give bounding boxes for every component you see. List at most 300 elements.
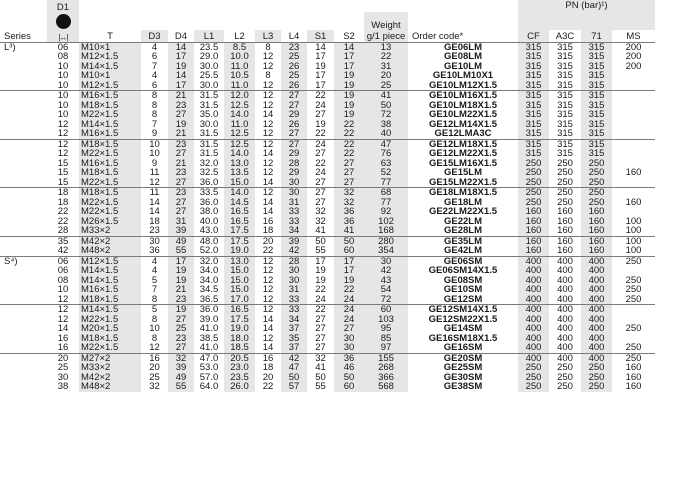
cell-ms xyxy=(612,110,655,120)
cell-d3: 4 xyxy=(141,266,168,276)
cell-l1: 31.5 xyxy=(194,149,224,159)
table-row xyxy=(0,168,655,178)
cell-d3: 4 xyxy=(141,71,168,81)
cell-l3: 12 xyxy=(255,168,281,178)
cell-d4: 21 xyxy=(168,285,194,295)
cell-s1: 24 xyxy=(307,101,334,111)
cell-l4: 57 xyxy=(281,382,307,392)
cell-cf: 250 xyxy=(518,159,549,169)
cell-l1: 25.5 xyxy=(194,71,224,81)
cell-s2: 32 xyxy=(334,188,364,198)
cell-s2: 19 xyxy=(334,91,364,101)
cell-l3: 18 xyxy=(255,226,281,236)
cell-d4: 23 xyxy=(168,295,194,305)
cell-t: M22×1.5 xyxy=(79,315,141,325)
cell-l1: 32.0 xyxy=(194,256,224,266)
cell-l2: 12.5 xyxy=(224,101,255,111)
cell-d3: 10 xyxy=(141,149,168,159)
cell-order-code: GE18LM xyxy=(408,198,518,208)
cell-d3: 32 xyxy=(141,382,168,392)
cell-weight: 38 xyxy=(364,120,408,130)
cell-ms xyxy=(612,178,655,188)
cell-d4: 17 xyxy=(168,52,194,62)
cell-l1: 53.0 xyxy=(194,363,224,373)
cell-71: 400 xyxy=(581,266,612,276)
cell-71: 315 xyxy=(581,139,612,149)
cell-weight: 25 xyxy=(364,81,408,91)
cell-ms: 200 xyxy=(612,42,655,52)
cell-cf: 315 xyxy=(518,62,549,72)
cell-l1: 35.0 xyxy=(194,110,224,120)
cell-t: M16×1.5 xyxy=(79,91,141,101)
cell-ms xyxy=(612,159,655,169)
cell-a3c: 250 xyxy=(549,373,581,383)
cell-d4: 23 xyxy=(168,334,194,344)
series-cell xyxy=(0,382,47,392)
cell-l3: 12 xyxy=(255,159,281,169)
cell-order-code: GE15LM16X1.5 xyxy=(408,159,518,169)
cell-d3: 6 xyxy=(141,81,168,91)
cell-t: M48×2 xyxy=(79,382,141,392)
cell-l3: 12 xyxy=(255,334,281,344)
header-weight: Weight xyxy=(364,12,408,30)
cell-order-code: GE10LM16X1.5 xyxy=(408,91,518,101)
cell-d4: 14 xyxy=(168,71,194,81)
cell-s1: 17 xyxy=(307,81,334,91)
cell-weight: 31 xyxy=(364,62,408,72)
cell-a3c: 250 xyxy=(549,178,581,188)
cell-s1: 27 xyxy=(307,334,334,344)
cell-cf: 400 xyxy=(518,324,549,334)
cell-l1: 36.0 xyxy=(194,178,224,188)
header-l1: L1 xyxy=(194,30,224,42)
cell-cf: 315 xyxy=(518,52,549,62)
series-cell xyxy=(0,334,47,344)
cell-weight: 72 xyxy=(364,110,408,120)
cell-s1: 22 xyxy=(307,305,334,315)
cell-ms: 200 xyxy=(612,52,655,62)
cell-d3: 8 xyxy=(141,101,168,111)
table-row xyxy=(0,217,655,227)
cell-weight: 20 xyxy=(364,71,408,81)
header-d1: D1 xyxy=(47,0,79,12)
cell-ms xyxy=(612,334,655,344)
series-cell xyxy=(0,159,47,169)
series-cell xyxy=(0,110,47,120)
cell-cf: 160 xyxy=(518,217,549,227)
cell-l1: 33.5 xyxy=(194,188,224,198)
cell-s1: 32 xyxy=(307,217,334,227)
cell-t: M22×1.5 xyxy=(79,149,141,159)
table-row xyxy=(0,159,655,169)
cell-d1: 12 xyxy=(47,120,79,130)
cell-71: 400 xyxy=(581,334,612,344)
cell-d3: 25 xyxy=(141,373,168,383)
cell-cf: 400 xyxy=(518,295,549,305)
cell-ms xyxy=(612,120,655,130)
table-row xyxy=(0,178,655,188)
cell-l4: 33 xyxy=(281,305,307,315)
cell-l2: 23.5 xyxy=(224,373,255,383)
cell-cf: 160 xyxy=(518,246,549,256)
cell-cf: 315 xyxy=(518,71,549,81)
cell-ms: 160 xyxy=(612,363,655,373)
cell-l2: 13.0 xyxy=(224,256,255,266)
cell-d4: 27 xyxy=(168,315,194,325)
cell-l4: 39 xyxy=(281,236,307,246)
cell-s2: 19 xyxy=(334,81,364,91)
cell-t: M12×1.5 xyxy=(79,52,141,62)
cell-l3: 12 xyxy=(255,256,281,266)
cell-d4: 19 xyxy=(168,120,194,130)
table-row xyxy=(0,343,655,353)
cell-d4: 17 xyxy=(168,81,194,91)
cell-l3: 12 xyxy=(255,305,281,315)
cell-s1: 55 xyxy=(307,382,334,392)
cell-cf: 315 xyxy=(518,42,549,52)
cell-d3: 16 xyxy=(141,353,168,363)
cell-d1: 35 xyxy=(47,236,79,246)
table-row xyxy=(0,353,655,363)
cell-l4: 42 xyxy=(281,353,307,363)
cell-order-code: GE08LM xyxy=(408,52,518,62)
table-row xyxy=(0,276,655,286)
cell-d3: 12 xyxy=(141,343,168,353)
cell-ms: 160 xyxy=(612,168,655,178)
cell-d1: 22 xyxy=(47,207,79,217)
cell-l4: 27 xyxy=(281,129,307,139)
cell-l4: 29 xyxy=(281,110,307,120)
cell-t: M26×1.5 xyxy=(79,217,141,227)
cell-l3: 14 xyxy=(255,343,281,353)
cell-d4: 19 xyxy=(168,266,194,276)
table-row xyxy=(0,120,655,130)
cell-71: 160 xyxy=(581,207,612,217)
cell-weight: 155 xyxy=(364,353,408,363)
cell-l4: 27 xyxy=(281,101,307,111)
cell-l3: 22 xyxy=(255,246,281,256)
cell-d1: 08 xyxy=(47,276,79,286)
cell-l4: 34 xyxy=(281,315,307,325)
series-label: S⁴) xyxy=(0,256,47,266)
cell-d4: 21 xyxy=(168,129,194,139)
cell-order-code: GE15LM xyxy=(408,168,518,178)
cell-d3: 4 xyxy=(141,42,168,52)
cell-order-code: GE10LM22X1.5 xyxy=(408,110,518,120)
cell-s1: 27 xyxy=(307,198,334,208)
cell-d1: 30 xyxy=(47,373,79,383)
cell-ms: 250 xyxy=(612,295,655,305)
cell-l2: 11.0 xyxy=(224,62,255,72)
cell-71: 400 xyxy=(581,295,612,305)
cell-weight: 102 xyxy=(364,217,408,227)
cell-d4: 23 xyxy=(168,101,194,111)
cell-d1: 38 xyxy=(47,382,79,392)
cell-t: M18×1.5 xyxy=(79,101,141,111)
cell-d1: 06 xyxy=(47,42,79,52)
cell-s2: 36 xyxy=(334,207,364,217)
cell-a3c: 250 xyxy=(549,363,581,373)
cell-cf: 400 xyxy=(518,266,549,276)
cell-71: 315 xyxy=(581,129,612,139)
cell-71: 400 xyxy=(581,315,612,325)
cell-l1: 30.0 xyxy=(194,120,224,130)
cell-a3c: 250 xyxy=(549,198,581,208)
cell-weight: 77 xyxy=(364,198,408,208)
table-row xyxy=(0,139,655,149)
cell-cf: 250 xyxy=(518,188,549,198)
cell-ms: 250 xyxy=(612,285,655,295)
cell-weight: 50 xyxy=(364,101,408,111)
cell-s1: 27 xyxy=(307,343,334,353)
cell-t: M48×2 xyxy=(79,246,141,256)
cell-71: 315 xyxy=(581,42,612,52)
cell-d1: 15 xyxy=(47,168,79,178)
cell-t: M20×1.5 xyxy=(79,324,141,334)
cell-s1: 55 xyxy=(307,246,334,256)
cell-l1: 29.0 xyxy=(194,52,224,62)
cell-l1: 64.0 xyxy=(194,382,224,392)
cell-l4: 33 xyxy=(281,207,307,217)
cell-l1: 32.0 xyxy=(194,159,224,169)
cell-cf: 400 xyxy=(518,334,549,344)
cell-t: M22×1.5 xyxy=(79,178,141,188)
cell-71: 400 xyxy=(581,324,612,334)
cell-l4: 27 xyxy=(281,139,307,149)
cell-l4: 31 xyxy=(281,285,307,295)
cell-l1: 31.5 xyxy=(194,91,224,101)
cell-s1: 22 xyxy=(307,285,334,295)
cell-d1: 06 xyxy=(47,266,79,276)
cell-l2: 15.0 xyxy=(224,266,255,276)
cell-l1: 36.0 xyxy=(194,305,224,315)
cell-s2: 19 xyxy=(334,101,364,111)
table-row xyxy=(0,42,655,52)
table-row xyxy=(0,129,655,139)
header-s1: S1 xyxy=(307,30,334,42)
cell-d1: 06 xyxy=(47,256,79,266)
cell-d3: 11 xyxy=(141,168,168,178)
cell-l2: 8.5 xyxy=(224,42,255,52)
cell-order-code: GE16SM xyxy=(408,343,518,353)
cell-s1: 41 xyxy=(307,363,334,373)
cell-l2: 16.5 xyxy=(224,207,255,217)
table-row xyxy=(0,363,655,373)
series-label xyxy=(0,305,47,315)
cell-t: M12×1.5 xyxy=(79,81,141,91)
cell-d4: 25 xyxy=(168,324,194,334)
cell-a3c: 315 xyxy=(549,110,581,120)
cell-t: M14×1.5 xyxy=(79,62,141,72)
cell-l3: 20 xyxy=(255,373,281,383)
cell-order-code: GE12LM18X1.5 xyxy=(408,139,518,149)
cell-t: M16×1.5 xyxy=(79,159,141,169)
cell-l3: 12 xyxy=(255,276,281,286)
cell-order-code: GE28LM xyxy=(408,226,518,236)
cell-d1: 15 xyxy=(47,178,79,188)
cell-d3: 9 xyxy=(141,129,168,139)
table-row xyxy=(0,110,655,120)
table-row xyxy=(0,266,655,276)
header-weight-unit: g/1 piece xyxy=(364,30,408,42)
cell-d1: 12 xyxy=(47,315,79,325)
cell-l1: 57.0 xyxy=(194,373,224,383)
cell-d4: 14 xyxy=(168,42,194,52)
cell-l2: 12.5 xyxy=(224,139,255,149)
cell-s2: 19 xyxy=(334,110,364,120)
cell-l3: 8 xyxy=(255,71,281,81)
cell-cf: 250 xyxy=(518,168,549,178)
header-d3: D3 xyxy=(141,30,168,42)
cell-l3: 12 xyxy=(255,188,281,198)
cell-l2: 20.5 xyxy=(224,353,255,363)
cell-l3: 14 xyxy=(255,324,281,334)
cell-d3: 30 xyxy=(141,236,168,246)
series-label xyxy=(0,188,47,198)
cell-71: 400 xyxy=(581,343,612,353)
cell-s2: 17 xyxy=(334,52,364,62)
cell-d1: 10 xyxy=(47,101,79,111)
cell-d3: 20 xyxy=(141,363,168,373)
cell-l4: 33 xyxy=(281,295,307,305)
cell-d4: 19 xyxy=(168,276,194,286)
table-row xyxy=(0,373,655,383)
cell-s1: 24 xyxy=(307,168,334,178)
cell-71: 315 xyxy=(581,71,612,81)
cell-d4: 19 xyxy=(168,305,194,315)
cell-ms: 100 xyxy=(612,246,655,256)
cell-l2: 15.0 xyxy=(224,285,255,295)
cell-cf: 400 xyxy=(518,285,549,295)
cell-d1: 25 xyxy=(47,363,79,373)
cell-d3: 5 xyxy=(141,305,168,315)
cell-l1: 39.0 xyxy=(194,315,224,325)
cell-cf: 160 xyxy=(518,236,549,246)
cell-71: 315 xyxy=(581,149,612,159)
table-row xyxy=(0,382,655,392)
cell-s1: 24 xyxy=(307,139,334,149)
cell-a3c: 315 xyxy=(549,62,581,72)
cell-s1: 41 xyxy=(307,226,334,236)
cell-s1: 17 xyxy=(307,256,334,266)
cell-s2: 46 xyxy=(334,363,364,373)
table-row xyxy=(0,236,655,246)
cell-weight: 92 xyxy=(364,207,408,217)
cell-l3: 12 xyxy=(255,266,281,276)
series-cell xyxy=(0,343,47,353)
cell-ms xyxy=(612,101,655,111)
cell-t: M42×2 xyxy=(79,236,141,246)
cell-a3c: 160 xyxy=(549,246,581,256)
header-t: T xyxy=(79,30,141,42)
header-71: 71 xyxy=(581,30,612,42)
cell-t: M22×1.5 xyxy=(79,110,141,120)
cell-l2: 10.0 xyxy=(224,52,255,62)
cell-t: M18×1.5 xyxy=(79,188,141,198)
cell-l4: 47 xyxy=(281,363,307,373)
cell-l3: 12 xyxy=(255,285,281,295)
cell-s2: 27 xyxy=(334,168,364,178)
cell-t: M18×1.5 xyxy=(79,168,141,178)
table-row xyxy=(0,81,655,91)
cell-ms xyxy=(612,315,655,325)
table-row xyxy=(0,62,655,72)
cell-cf: 400 xyxy=(518,343,549,353)
series-cell xyxy=(0,52,47,62)
cell-l1: 31.5 xyxy=(194,139,224,149)
cell-71: 400 xyxy=(581,353,612,363)
cell-weight: 68 xyxy=(364,188,408,198)
cell-cf: 315 xyxy=(518,129,549,139)
series-cell xyxy=(0,149,47,159)
series-cell xyxy=(0,198,47,208)
cell-71: 250 xyxy=(581,363,612,373)
cell-d1: 20 xyxy=(47,353,79,363)
cell-d1: 22 xyxy=(47,217,79,227)
cell-order-code: GE12SM22X1.5 xyxy=(408,315,518,325)
table-row xyxy=(0,52,655,62)
cell-71: 315 xyxy=(581,52,612,62)
table-body xyxy=(0,42,655,392)
cell-l3: 12 xyxy=(255,52,281,62)
cell-d3: 14 xyxy=(141,198,168,208)
cell-l1: 34.5 xyxy=(194,285,224,295)
cell-d3: 8 xyxy=(141,295,168,305)
cell-s2: 60 xyxy=(334,246,364,256)
cell-a3c: 400 xyxy=(549,324,581,334)
cell-weight: 60 xyxy=(364,305,408,315)
cell-cf: 315 xyxy=(518,120,549,130)
cell-cf: 250 xyxy=(518,178,549,188)
cell-s2: 19 xyxy=(334,276,364,286)
cell-ms xyxy=(612,188,655,198)
cell-t: M14×1.5 xyxy=(79,266,141,276)
cell-71: 315 xyxy=(581,101,612,111)
cell-order-code: GE10LM xyxy=(408,62,518,72)
cell-a3c: 400 xyxy=(549,266,581,276)
cell-l3: 12 xyxy=(255,129,281,139)
cell-s1: 27 xyxy=(307,110,334,120)
cell-cf: 315 xyxy=(518,101,549,111)
cell-order-code: GE30SM xyxy=(408,373,518,383)
series-cell xyxy=(0,276,47,286)
table-row xyxy=(0,305,655,315)
cell-l1: 36.5 xyxy=(194,295,224,305)
series-cell xyxy=(0,363,47,373)
cell-ms: 250 xyxy=(612,343,655,353)
cell-order-code: GE06SM xyxy=(408,256,518,266)
cell-l4: 26 xyxy=(281,120,307,130)
cell-s1: 27 xyxy=(307,315,334,325)
cell-s1: 22 xyxy=(307,159,334,169)
table-row xyxy=(0,315,655,325)
cell-order-code: GE12LM22X1.5 xyxy=(408,149,518,159)
cell-a3c: 250 xyxy=(549,188,581,198)
cell-s1: 50 xyxy=(307,236,334,246)
cell-d3: 4 xyxy=(141,256,168,266)
cell-l1: 41.0 xyxy=(194,324,224,334)
cell-ms: 160 xyxy=(612,373,655,383)
cell-ms xyxy=(612,266,655,276)
cell-d4: 21 xyxy=(168,159,194,169)
cell-a3c: 160 xyxy=(549,236,581,246)
cell-t: M16×1.5 xyxy=(79,129,141,139)
cell-l3: 12 xyxy=(255,91,281,101)
cell-d3: 7 xyxy=(141,120,168,130)
cell-l4: 33 xyxy=(281,217,307,227)
cell-cf: 315 xyxy=(518,81,549,91)
cell-d1: 10 xyxy=(47,110,79,120)
